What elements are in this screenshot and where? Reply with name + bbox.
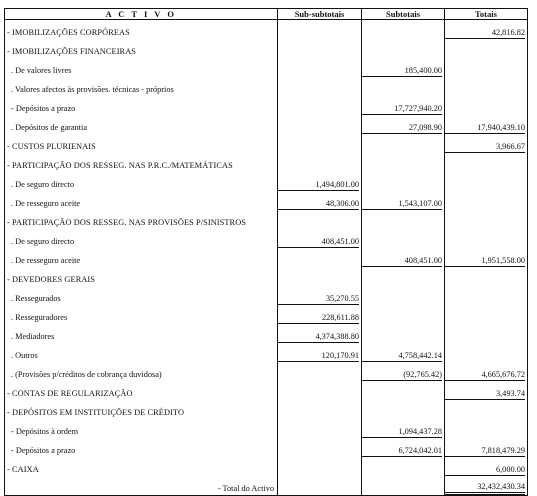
subtotal-cell [362, 115, 445, 134]
header-totais: Totais [445, 9, 528, 20]
total-cell [445, 210, 528, 229]
subtotal-cell [362, 229, 445, 248]
subtotal-cell [362, 457, 445, 476]
subtotal-cell [362, 305, 445, 324]
row-label: . Mediadores [5, 324, 278, 343]
table-row [5, 248, 528, 267]
balance-sheet-activo [4, 8, 527, 496]
header-activo: A C T I V O [5, 9, 278, 20]
amount-value: 7,818,479.29 [445, 446, 525, 457]
sub-subtotal-cell [278, 400, 362, 419]
total-cell [445, 96, 528, 115]
table-row [5, 457, 528, 476]
table-row [5, 115, 528, 134]
subtotal-cell [362, 324, 445, 343]
row-label: - IMOBILIZAÇÕES CORPÓREAS [5, 20, 278, 40]
table-row [5, 362, 528, 381]
row-label: - IMOBILIZAÇÕES FINANCEIRAS [5, 39, 278, 58]
subtotal-cell [362, 153, 445, 172]
table-row [5, 172, 528, 191]
row-label: - DEVEDORES GERAIS [5, 267, 278, 286]
amount-value: (92,765.42) [362, 370, 442, 381]
sub-subtotal-cell [278, 419, 362, 438]
row-label: - PARTICIPAÇÃO DOS RESSEG. NAS P.R.C./MATEMÁTICAS [5, 153, 278, 172]
amount-value: 4,665,676.72 [445, 370, 525, 381]
row-label: . De resseguro aceite [5, 248, 278, 267]
sub-subtotal-cell [278, 58, 362, 77]
total-cell [445, 153, 528, 172]
row-label: . De resseguro aceite [5, 191, 278, 210]
table-row [5, 400, 528, 419]
subtotal-cell [362, 381, 445, 400]
amount-value: 27,098.90 [362, 123, 442, 134]
total-cell [445, 286, 528, 305]
amount-value: 1,094,437.28 [362, 427, 442, 438]
total-cell [445, 77, 528, 96]
amount-value: 6,724,042.01 [362, 446, 442, 457]
sub-subtotal-cell [278, 476, 362, 496]
row-label: . De seguro directo [5, 172, 278, 191]
table-row [5, 419, 528, 438]
total-cell [445, 457, 528, 476]
total-cell [445, 267, 528, 286]
subtotal-cell [362, 210, 445, 229]
sub-subtotal-cell [278, 115, 362, 134]
sub-subtotal-cell [278, 77, 362, 96]
table-row [5, 134, 528, 153]
subtotal-cell [362, 267, 445, 286]
subtotal-cell [362, 191, 445, 210]
total-cell [445, 381, 528, 400]
table-row [5, 58, 528, 77]
row-label: . Ressegurados [5, 286, 278, 305]
sub-subtotal-cell [278, 267, 362, 286]
sub-subtotal-cell [278, 324, 362, 343]
table-row [5, 343, 528, 362]
sub-subtotal-cell [278, 457, 362, 476]
sub-subtotal-cell [278, 39, 362, 58]
total-cell [445, 343, 528, 362]
row-label: - CUSTOS PLURIENAIS [5, 134, 278, 153]
table-row [5, 210, 528, 229]
total-cell [445, 419, 528, 438]
amount-value: 17,727,940.20 [362, 104, 442, 115]
subtotal-cell [362, 362, 445, 381]
table-row [5, 229, 528, 248]
header-sub-subtotais: Sub-subtotais [278, 9, 362, 20]
sub-subtotal-cell [278, 438, 362, 457]
row-label: - CONTAS DE REGULARIZAÇÃO [5, 381, 278, 400]
row-label: . De seguro directo [5, 229, 278, 248]
total-cell [445, 362, 528, 381]
amount-value: 35,270.55 [278, 294, 359, 305]
sub-subtotal-cell [278, 153, 362, 172]
sub-subtotal-cell [278, 20, 362, 40]
subtotal-cell [362, 476, 445, 496]
row-label: - Total do Activo [5, 476, 278, 496]
total-cell [445, 58, 528, 77]
table-row [5, 324, 528, 343]
subtotal-cell [362, 134, 445, 153]
table-row [5, 191, 528, 210]
total-cell [445, 134, 528, 153]
total-cell [445, 229, 528, 248]
amount-value: 17,940,439.10 [445, 123, 525, 134]
table-row [5, 476, 528, 496]
total-cell [445, 248, 528, 267]
row-label: - Depósitos à ordem [5, 419, 278, 438]
table-row [5, 153, 528, 172]
amount-value: 228,611.88 [278, 313, 359, 324]
amount-value: 42,816.82 [445, 28, 525, 39]
row-label: . Depósitos de garantia [5, 115, 278, 134]
amount-value: 1,494,801.00 [278, 180, 359, 191]
sub-subtotal-cell [278, 210, 362, 229]
total-cell [445, 20, 528, 40]
amount-value: 32,432,430.34 [445, 482, 525, 495]
total-cell [445, 438, 528, 457]
row-label: - Depósitos a prazo [5, 438, 278, 457]
row-label: . (Provisões p/créditos de cobrança duvidosa) [5, 362, 278, 381]
subtotal-cell [362, 286, 445, 305]
row-label: - Depósitos a prazo [5, 96, 278, 115]
row-label: - DEPÓSITOS EM INSTITUIÇÕES DE CRÉDITO [5, 400, 278, 419]
sub-subtotal-cell [278, 362, 362, 381]
sub-subtotal-cell [278, 191, 362, 210]
total-cell [445, 39, 528, 58]
sub-subtotal-cell [278, 229, 362, 248]
row-label: - PARTICIPAÇÃO DOS RESSEG. NAS PROVISÕES P/SINISTROS [5, 210, 278, 229]
table-body [5, 20, 528, 496]
subtotal-cell [362, 39, 445, 58]
table-row [5, 438, 528, 457]
amount-value: 185,400.00 [362, 66, 442, 77]
table-row [5, 381, 528, 400]
activo-table [4, 8, 528, 496]
subtotal-cell [362, 438, 445, 457]
table-header-row [5, 9, 528, 20]
row-label: . Valores afectos às provisões. técnicas - próprios [5, 77, 278, 96]
row-label: . Outros [5, 343, 278, 362]
sub-subtotal-cell [278, 381, 362, 400]
table-row [5, 77, 528, 96]
amount-value: 6,000.00 [445, 465, 525, 476]
table-row [5, 286, 528, 305]
row-label: . Resseguradores [5, 305, 278, 324]
table-row [5, 20, 528, 40]
header-subtotais: Subtotais [362, 9, 445, 20]
subtotal-cell [362, 77, 445, 96]
sub-subtotal-cell [278, 134, 362, 153]
table-row [5, 39, 528, 58]
subtotal-cell [362, 400, 445, 419]
sub-subtotal-cell [278, 343, 362, 362]
table-row [5, 96, 528, 115]
subtotal-cell [362, 248, 445, 267]
amount-value: 408,451.00 [278, 237, 359, 248]
amount-value: 120,170.91 [278, 351, 359, 362]
total-cell [445, 476, 528, 496]
total-cell [445, 400, 528, 419]
subtotal-cell [362, 58, 445, 77]
subtotal-cell [362, 343, 445, 362]
table-row [5, 267, 528, 286]
table-row [5, 305, 528, 324]
subtotal-cell [362, 419, 445, 438]
amount-value: 4,758,442.14 [362, 351, 442, 362]
sub-subtotal-cell [278, 172, 362, 191]
sub-subtotal-cell [278, 286, 362, 305]
total-cell [445, 115, 528, 134]
amount-value: 3,966.67 [445, 142, 525, 153]
sub-subtotal-cell [278, 248, 362, 267]
total-cell [445, 305, 528, 324]
subtotal-cell [362, 96, 445, 115]
total-cell [445, 324, 528, 343]
sub-subtotal-cell [278, 305, 362, 324]
amount-value: 4,374,388.80 [278, 332, 359, 343]
amount-value: 1,951,558.00 [445, 256, 525, 267]
subtotal-cell [362, 172, 445, 191]
total-cell [445, 172, 528, 191]
amount-value: 1,543,107.00 [362, 199, 442, 210]
row-label: . De valores livres [5, 58, 278, 77]
total-cell [445, 191, 528, 210]
amount-value: 48,306.00 [278, 199, 359, 210]
amount-value: 408,451.00 [362, 256, 442, 267]
row-label: - CAIXA [5, 457, 278, 476]
subtotal-cell [362, 20, 445, 40]
amount-value: 3,493.74 [445, 389, 525, 400]
sub-subtotal-cell [278, 96, 362, 115]
